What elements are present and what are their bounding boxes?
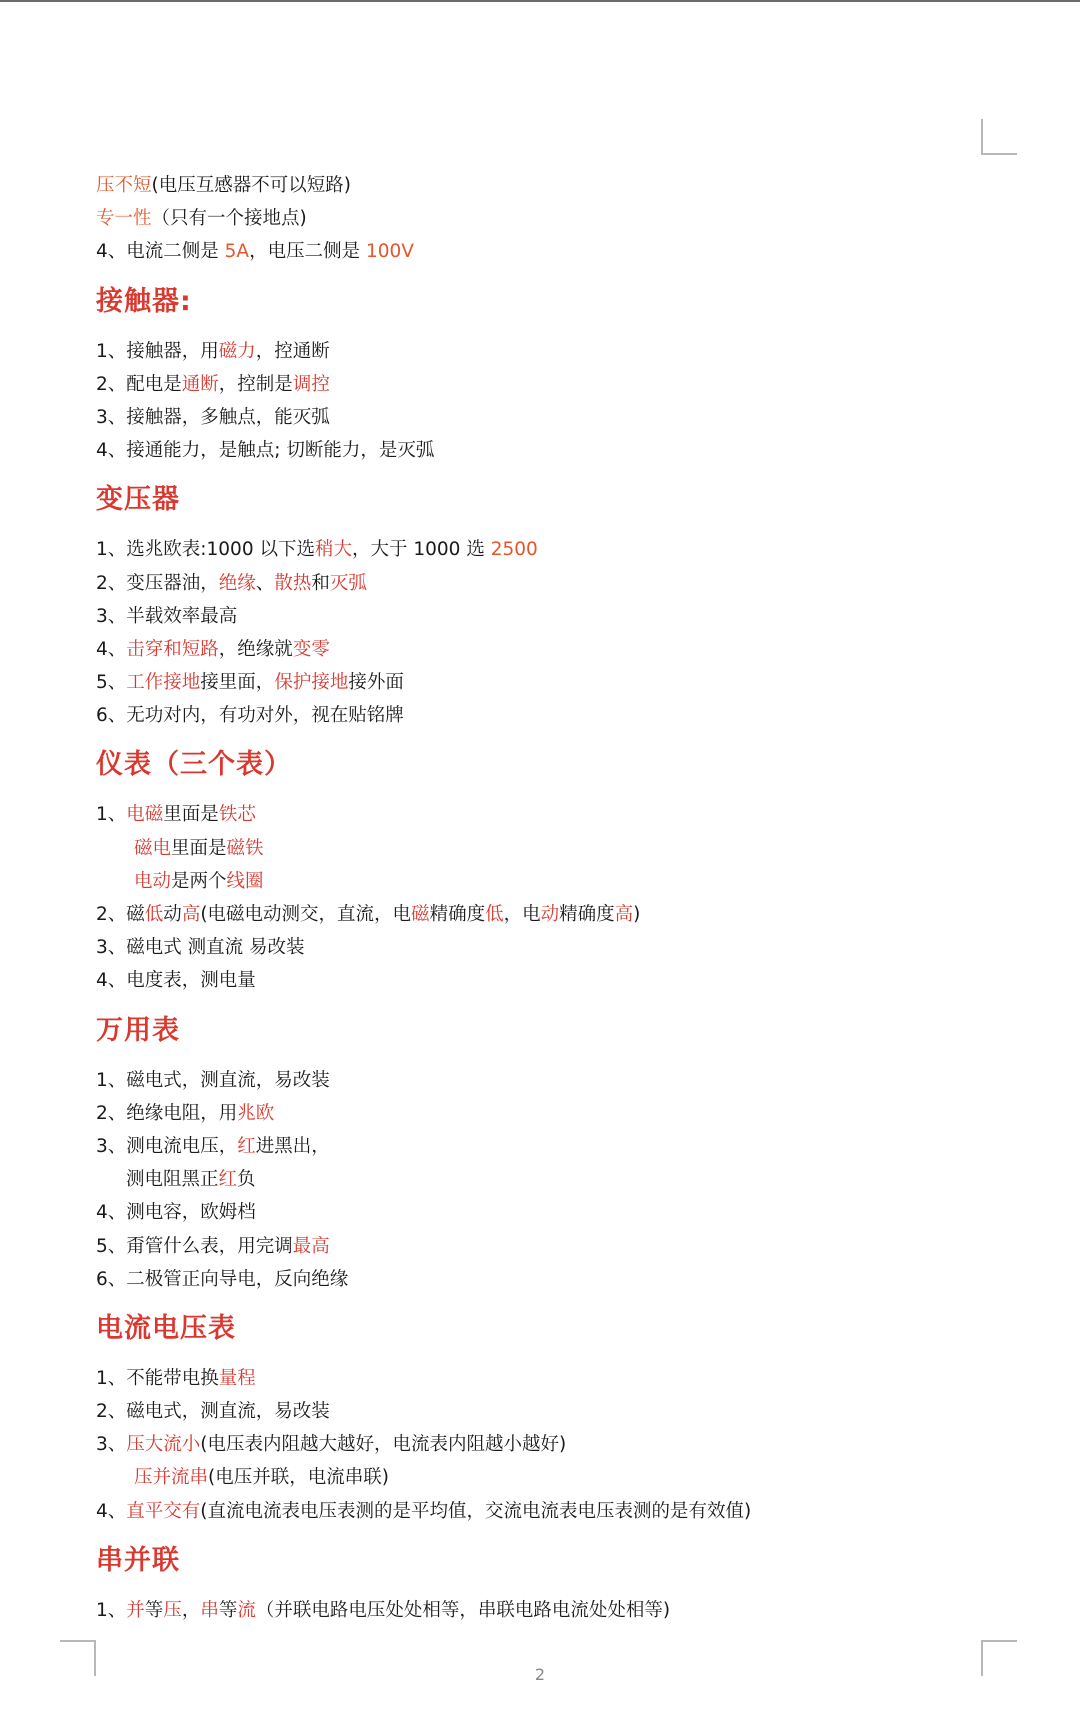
text-run: 等 xyxy=(218,1599,238,1621)
text-line xyxy=(96,335,996,368)
text-line xyxy=(96,368,996,401)
text-run: 4、接通能力，是触点; 切断能力，是灭弧 xyxy=(96,440,435,462)
text-run: 4、测电容，欧姆档 xyxy=(96,1202,256,1224)
section-heading: 万用表 xyxy=(96,1014,180,1046)
highlighted-text: 低 xyxy=(144,904,164,925)
text-run: 5、甭管什么表，用完调 xyxy=(96,1235,293,1257)
text-run: ) xyxy=(633,904,641,925)
text-run: 3、磁电式 测直流 易改装 xyxy=(96,937,305,959)
text-run: （只有一个接地点) xyxy=(151,208,307,230)
text-run: 动 xyxy=(163,904,182,925)
section-heading: 接触器: xyxy=(96,285,192,317)
highlighted-text: 调控 xyxy=(292,373,330,395)
section xyxy=(96,467,996,732)
text-run: ，大于 1000 选 xyxy=(351,539,491,561)
highlighted-text: 压 xyxy=(163,1599,182,1621)
document-body xyxy=(96,169,996,1627)
section-heading: 电流电压表 xyxy=(96,1312,236,1344)
text-run: 2、配电是 xyxy=(96,373,182,395)
text-run: 1、 xyxy=(96,1599,127,1621)
text-line xyxy=(96,600,996,633)
section xyxy=(96,998,996,1296)
text-line xyxy=(96,1495,996,1528)
highlighted-text: 压不短 xyxy=(96,175,152,196)
text-run: 等 xyxy=(144,1599,164,1621)
section xyxy=(96,1296,996,1528)
highlighted-text: 最高 xyxy=(292,1235,330,1257)
text-run: 是两个 xyxy=(171,870,227,892)
highlighted-text: 灭弧 xyxy=(329,572,367,594)
highlighted-text: 高 xyxy=(614,904,634,925)
highlighted-text: 动 xyxy=(540,904,560,925)
text-run: (电磁电动测交，直流，电 xyxy=(200,904,412,925)
text-line xyxy=(96,1461,996,1494)
text-line xyxy=(96,1263,996,1296)
highlighted-text: 变零 xyxy=(292,638,330,660)
text-line xyxy=(96,533,996,566)
highlighted-text: 散热 xyxy=(274,572,312,594)
text-run: (直流电流表电压表测的是平均值，交流电流表电压表测的是有效值) xyxy=(200,1500,752,1522)
text-line xyxy=(96,633,996,666)
text-run: 进黑出， xyxy=(255,1135,330,1157)
text-line xyxy=(96,1196,996,1229)
text-run: ，控通断 xyxy=(255,340,330,362)
text-run: 4、 xyxy=(96,638,127,660)
text-line xyxy=(96,898,996,931)
text-line xyxy=(96,1130,996,1163)
section-heading: 仪表（三个表） xyxy=(96,749,292,781)
text-line xyxy=(96,567,996,600)
highlighted-text: 电动 xyxy=(134,870,172,892)
text-line xyxy=(96,401,996,434)
text-line xyxy=(96,1362,996,1395)
text-run: 5、 xyxy=(96,672,127,694)
text-run: 4、 xyxy=(96,1500,127,1522)
text-line xyxy=(96,798,996,831)
text-line xyxy=(96,1428,996,1461)
text-line xyxy=(96,964,996,997)
section xyxy=(96,732,996,997)
text-run: 6、无功对内，有功对外，视在贴铭牌 xyxy=(96,705,404,727)
text-run: 1、 xyxy=(96,804,127,826)
text-run: 负 xyxy=(237,1169,256,1191)
highlighted-text: 绝缘 xyxy=(218,572,256,594)
text-run: 4、电流二侧是 xyxy=(96,241,225,263)
highlighted-text: 直平交有 xyxy=(126,1500,201,1522)
highlighted-text: 击穿和短路 xyxy=(126,638,219,660)
highlighted-text: 压大流小 xyxy=(126,1434,201,1456)
text-line xyxy=(96,1594,996,1627)
text-line xyxy=(96,1230,996,1263)
text-line xyxy=(96,832,996,865)
text-line xyxy=(96,699,996,732)
text-line xyxy=(96,1163,996,1196)
text-run: 接外面 xyxy=(348,672,404,694)
text-run: 精确度 xyxy=(429,904,486,925)
highlighted-text: 兆欧 xyxy=(237,1102,275,1124)
text-run: 、 xyxy=(255,572,275,594)
text-run: 1、不能带电换 xyxy=(96,1367,219,1389)
text-run: 和 xyxy=(311,572,330,594)
text-run: ，电 xyxy=(503,904,541,925)
section xyxy=(96,269,996,468)
text-line xyxy=(96,666,996,699)
page-number: 2 xyxy=(534,1665,546,1684)
highlighted-text: 串 xyxy=(200,1599,219,1621)
text-run: 4、电度表，测电量 xyxy=(96,970,256,992)
highlighted-text: 保护接地 xyxy=(274,672,349,694)
crop-mark-top-right xyxy=(981,119,1017,155)
highlighted-text: 专一性 xyxy=(96,208,152,230)
text-line xyxy=(96,931,996,964)
text-run: 2、绝缘电阻，用 xyxy=(96,1102,238,1124)
text-run: 1、选兆欧表:1000 以下选 xyxy=(96,539,315,561)
highlighted-text: 压并流串 xyxy=(134,1467,209,1489)
text-line xyxy=(96,1097,996,1130)
text-line xyxy=(96,1064,996,1097)
text-run: ，电压二侧是 xyxy=(249,241,366,263)
section xyxy=(96,169,996,269)
text-line xyxy=(96,434,996,467)
text-run: (电压表内阻越大越好，电流表内阻越小越好) xyxy=(200,1434,567,1456)
highlighted-text: 2500 xyxy=(490,539,538,561)
highlighted-text: 磁电 xyxy=(134,837,172,859)
text-run: 2、磁电式，测直流，易改装 xyxy=(96,1401,330,1423)
section-heading: 串并联 xyxy=(96,1544,180,1576)
text-line xyxy=(96,202,996,235)
section xyxy=(96,1528,996,1627)
highlighted-text: 电磁 xyxy=(126,804,164,826)
text-run: 1、磁电式，测直流，易改装 xyxy=(96,1069,330,1091)
text-run: 测电阻黑正 xyxy=(126,1169,219,1191)
text-run: 接里面， xyxy=(200,672,275,694)
highlighted-text: 通断 xyxy=(181,373,219,395)
highlighted-text: 5A xyxy=(224,241,250,263)
text-run: 里面是 xyxy=(163,804,219,826)
page-top-edge xyxy=(0,0,1080,2)
highlighted-text: 稍大 xyxy=(314,539,352,561)
section-heading: 变压器 xyxy=(96,484,180,516)
highlighted-text: 线圈 xyxy=(226,870,264,892)
text-run: 3、 xyxy=(96,1434,127,1456)
text-run: 3、半载效率最高 xyxy=(96,605,238,627)
text-run: 2、变压器油， xyxy=(96,572,219,594)
text-run: 2、磁 xyxy=(96,904,145,925)
highlighted-text: 高 xyxy=(181,904,201,925)
text-run: ，绝缘就 xyxy=(218,638,293,660)
text-run: （并联电路电压处处相等，串联电路电流处处相等) xyxy=(255,1599,671,1621)
highlighted-text: 磁铁 xyxy=(226,837,264,859)
text-line xyxy=(96,169,996,202)
text-run: ，控制是 xyxy=(218,373,293,395)
text-run: (电压并联，电流串联) xyxy=(208,1467,389,1489)
text-run: 精确度 xyxy=(559,904,615,925)
highlighted-text: 低 xyxy=(485,904,504,925)
text-run: 1、接触器，用 xyxy=(96,340,219,362)
text-run: 3、接触器，多触点，能灭弧 xyxy=(96,406,330,428)
highlighted-text: 磁 xyxy=(411,904,430,925)
text-run: 里面是 xyxy=(171,837,227,859)
text-run: 6、二极管正向导电，反向绝缘 xyxy=(96,1268,349,1290)
text-run: ， xyxy=(181,1599,201,1621)
highlighted-text: 铁芯 xyxy=(218,804,256,826)
highlighted-text: 红 xyxy=(218,1169,238,1191)
highlighted-text: 100V xyxy=(365,241,414,263)
highlighted-text: 并 xyxy=(126,1599,145,1621)
highlighted-text: 流 xyxy=(237,1599,256,1621)
text-line xyxy=(96,865,996,898)
text-run: (电压互感器不可以短路) xyxy=(151,175,351,196)
text-run: 3、测电流电压， xyxy=(96,1135,238,1157)
highlighted-text: 红 xyxy=(237,1135,256,1157)
highlighted-text: 磁力 xyxy=(218,340,256,362)
text-line xyxy=(96,235,996,268)
text-line xyxy=(96,1395,996,1428)
highlighted-text: 量程 xyxy=(218,1367,256,1389)
highlighted-text: 工作接地 xyxy=(126,672,201,694)
